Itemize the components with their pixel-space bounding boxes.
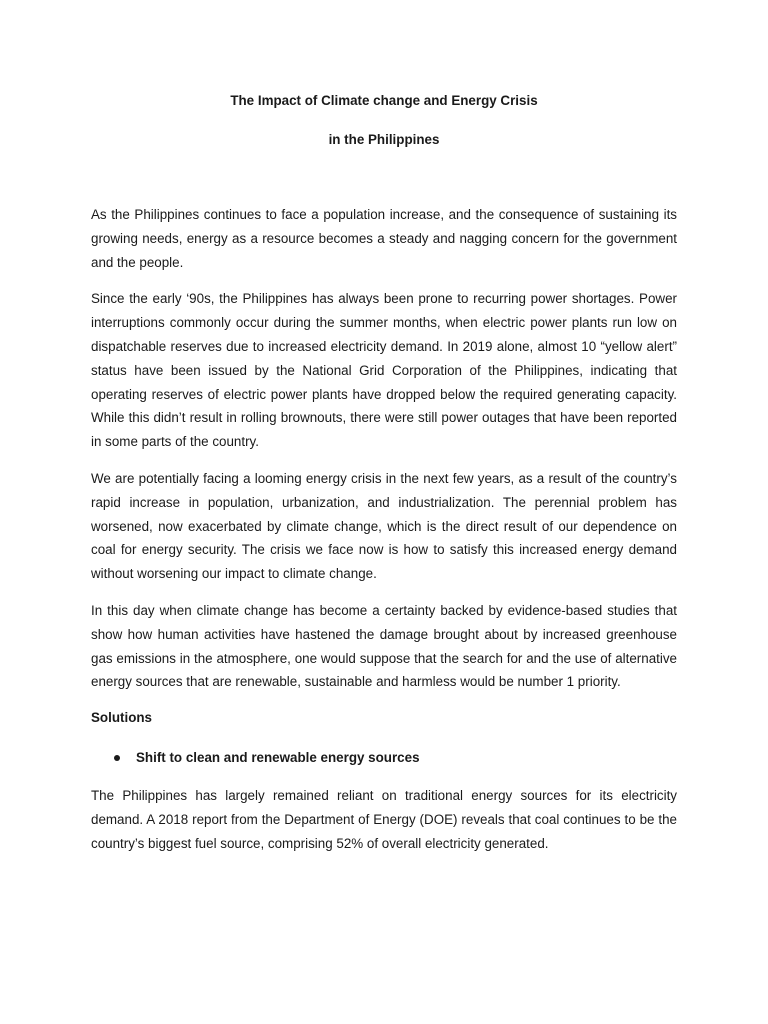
solutions-heading: Solutions <box>91 710 152 726</box>
paragraph-4: In this day when climate change has become a certainty backed by evidence-based studies that show how human activities have hastened the damage brought about by increased greenhouse gas emissions in the atmosphere, one would suppose that the search for and the use of alternative energy sources that are renewable, sustainable and harmless would be number 1 priority. <box>91 602 677 690</box>
document-body <box>91 203 677 869</box>
paragraph-3: We are potentially facing a looming energy crisis in the next few years, as a result of the country’s rapid increase in population, urbanization, and industrialization. The perennial problem has worsened, now exacerbated by climate change, which is the direct result of our dependence on coal for energy security. The crisis we face now is how to satisfy this increased energy demand without worsening our impact to climate change. <box>91 470 677 582</box>
document-title <box>0 91 768 150</box>
title-line-1: The Impact of Climate change and Energy Crisis <box>230 93 538 108</box>
paragraph-5: The Philippines has largely remained reliant on traditional energy sources for its electricity demand. A 2018 report from the Department of Energy (DOE) reveals that coal continues to be the country’s biggest fuel source, comprising 52% of overall electricity generated. <box>91 788 677 851</box>
paragraph-2: Since the early ‘90s, the Philippines has always been prone to recurring power shortages. Power interruptions commonly occur during the summer months, when electric power plants run low on dispatchable reserves due to increased electricity demand. In 2019 alone, almost 10 “yellow alert” status have been issued by the National Grid Corporation of the Philippines, indicating that operating reserves of electric power plants have dropped below the required generating capacity. While this didn’t result in rolling brownouts, there were still power outages that have been reported in some parts of the country. <box>91 291 677 450</box>
bullet-item-text: Shift to clean and renewable energy sources <box>136 750 420 766</box>
title-line-2: in the Philippines <box>328 132 440 147</box>
paragraph-1: As the Philippines continues to face a population increase, and the consequence of sustaining its growing needs, energy as a resource becomes a steady and nagging concern for the government and the people. <box>91 207 677 270</box>
bullet-item <box>91 747 677 769</box>
bullet-dot-icon <box>114 755 120 761</box>
